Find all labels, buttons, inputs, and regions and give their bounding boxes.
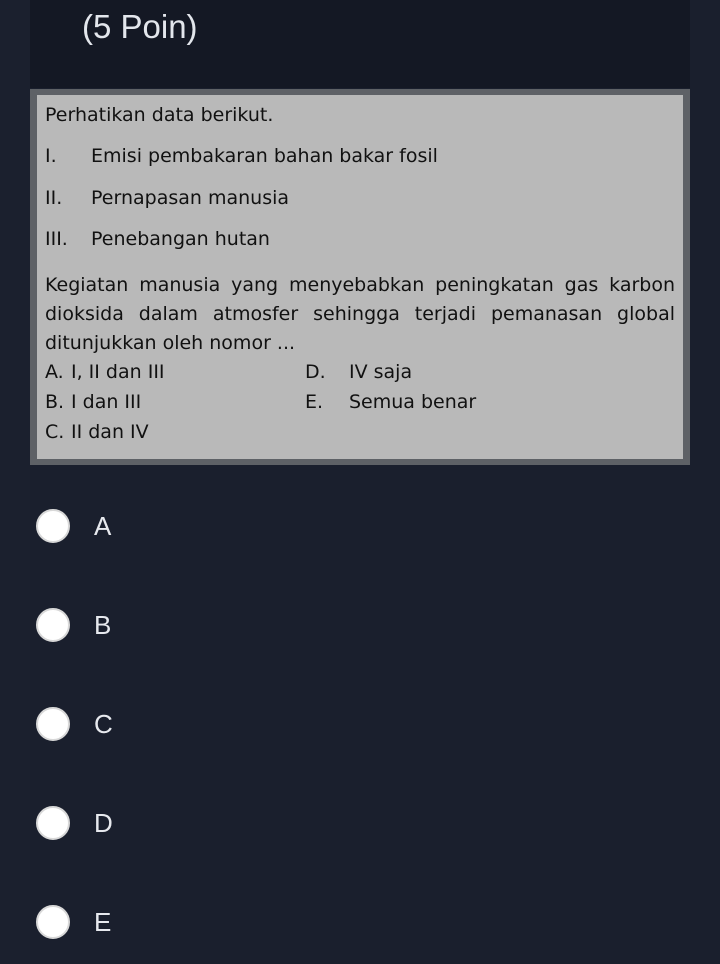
data-item-number: III. — [45, 228, 68, 250]
question-header — [30, 0, 690, 88]
answer-option-b: B. I dan III — [45, 391, 142, 413]
radio-button[interactable] — [36, 806, 70, 840]
choice-b[interactable] — [30, 596, 330, 656]
radio-button[interactable] — [36, 509, 70, 543]
answer-option-d: D. IV saja — [305, 361, 413, 383]
data-item-number: I. — [45, 145, 57, 167]
question-image — [30, 89, 690, 465]
data-item-number: II. — [45, 187, 63, 209]
question-panel — [37, 95, 683, 459]
question-prompt: Kegiatan manusia yang menyebabkan peningkatan gas karbon dioksida dalam atmosfer sehingga terjadi pemanasan global ditunjukkan oleh nomor ... — [45, 274, 675, 354]
choice-label: A — [94, 511, 112, 541]
data-item — [45, 228, 270, 250]
left-edge — [0, 0, 30, 964]
choice-c[interactable] — [30, 695, 330, 755]
choice-e[interactable] — [30, 893, 330, 953]
question-intro: Perhatikan data berikut. — [45, 104, 274, 126]
answer-option-c: C. II dan IV — [45, 421, 149, 443]
data-item-text: Penebangan hutan — [91, 228, 270, 250]
radio-button[interactable] — [36, 608, 70, 642]
choice-d[interactable] — [30, 794, 330, 854]
radio-button[interactable] — [36, 905, 70, 939]
choice-label: B — [94, 610, 112, 640]
choice-label: D — [94, 808, 113, 838]
answer-option-e: E. Semua benar — [305, 391, 477, 413]
answer-option-a: A. I, II dan III — [45, 361, 165, 383]
radio-button[interactable] — [36, 707, 70, 741]
points-label: (5 Poin) — [82, 8, 198, 45]
data-item — [45, 187, 289, 209]
data-item-text: Emisi pembakaran bahan bakar fosil — [91, 145, 438, 167]
choice-a[interactable] — [30, 497, 330, 557]
data-item-text: Pernapasan manusia — [91, 187, 290, 209]
data-item — [45, 145, 438, 167]
choice-label: C — [94, 709, 113, 739]
choice-label: E — [94, 907, 112, 937]
